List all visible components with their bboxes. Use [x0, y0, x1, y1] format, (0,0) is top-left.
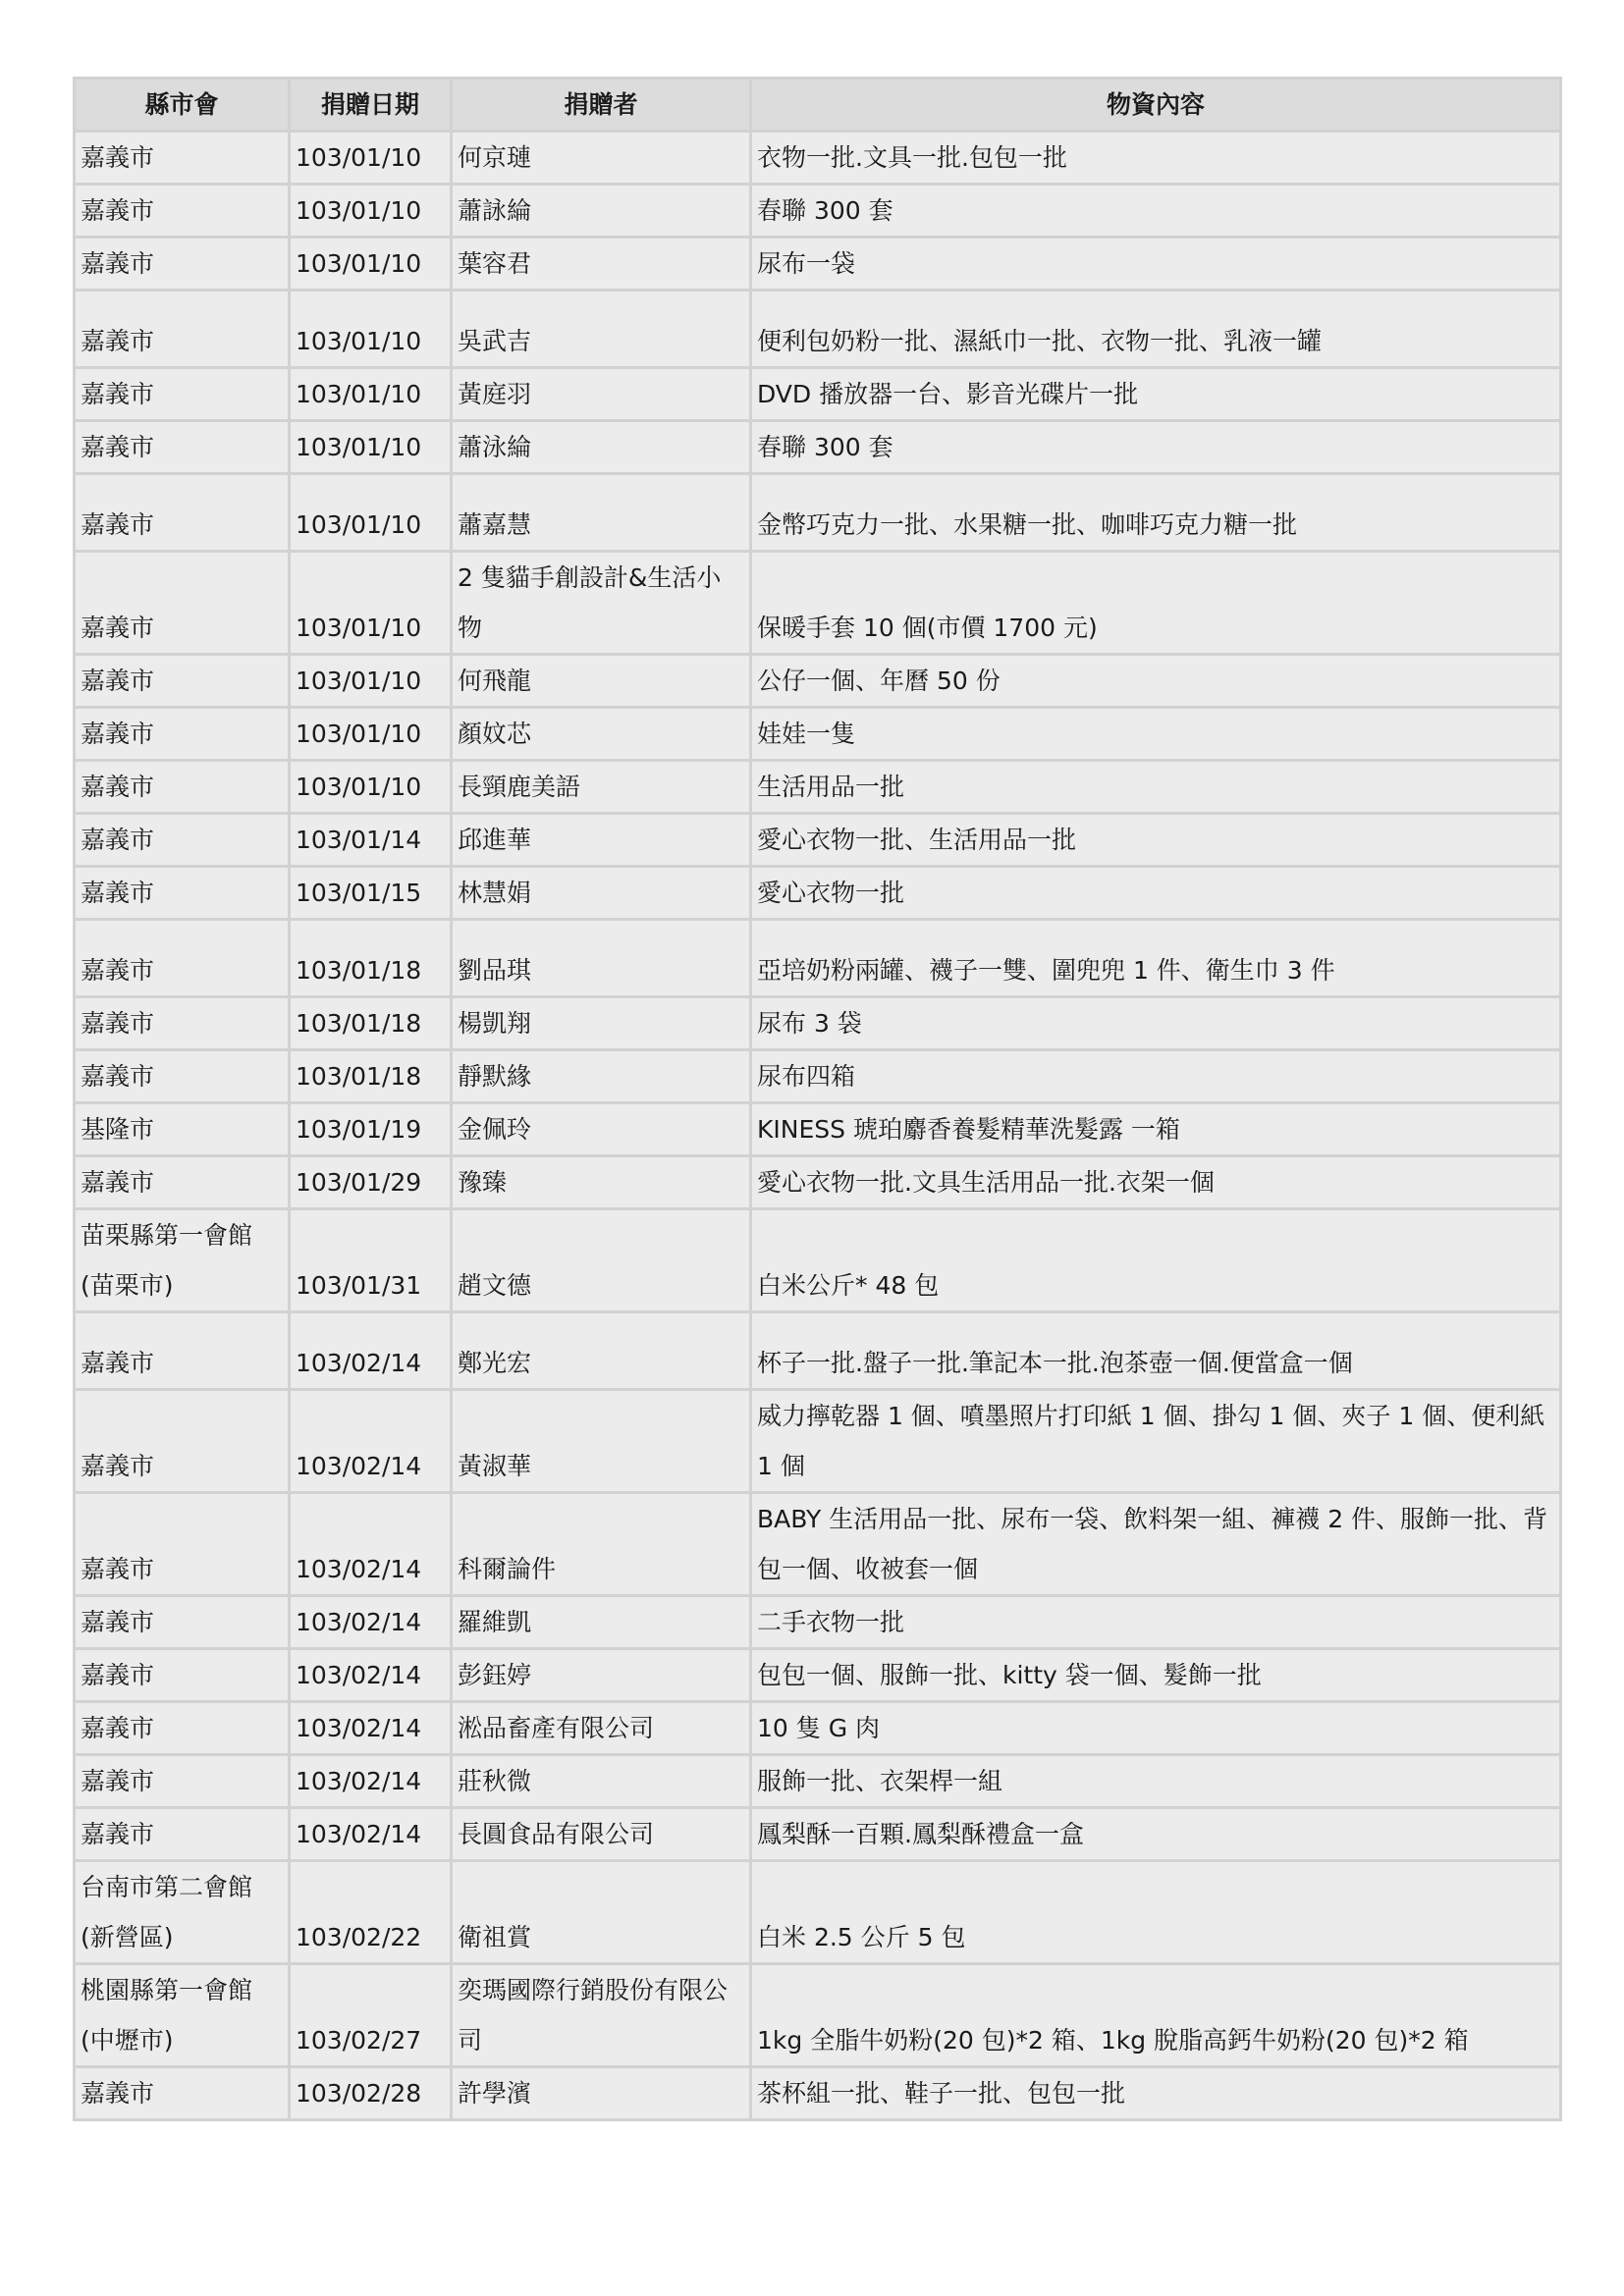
cell-city: 嘉義市 — [76, 998, 288, 1048]
cell-date: 103/01/18 — [291, 921, 450, 995]
cell-city: 嘉義市 — [76, 868, 288, 918]
cell-donor: 趙文德 — [453, 1210, 749, 1310]
cell-date: 103/01/18 — [291, 998, 450, 1048]
cell-date: 103/01/10 — [291, 656, 450, 706]
cell-items: 便利包奶粉一批、濕紙巾一批、衣物一批、乳液一罐 — [752, 292, 1559, 366]
table-row — [76, 1157, 1559, 1207]
cell-items: 公仔一個、年曆 50 份 — [752, 656, 1559, 706]
cell-items: 亞培奶粉兩罐、襪子一雙、圍兜兜 1 件、衛生巾 3 件 — [752, 921, 1559, 995]
table-row — [76, 186, 1559, 236]
cell-city: 嘉義市 — [76, 1650, 288, 1700]
cell-date: 103/01/10 — [291, 239, 450, 289]
table-row — [76, 656, 1559, 706]
cell-items: 服飾一批、衣架桿一組 — [752, 1756, 1559, 1806]
cell-donor: 黃庭羽 — [453, 369, 749, 419]
header-items: 物資內容 — [752, 80, 1559, 130]
cell-donor: 蕭嘉慧 — [453, 475, 749, 550]
cell-city: 嘉義市 — [76, 422, 288, 472]
cell-items: BABY 生活用品一批、尿布一袋、飲料架一組、褲襪 2 件、服飾一批、背包一個、收被套一個 — [752, 1494, 1559, 1594]
cell-donor: 蕭泳綸 — [453, 422, 749, 472]
cell-donor: 長頸鹿美語 — [453, 762, 749, 812]
cell-donor: 衛祖賞 — [453, 1862, 749, 1962]
cell-date: 103/01/10 — [291, 762, 450, 812]
cell-donor: 邱進華 — [453, 815, 749, 865]
cell-items: 愛心衣物一批 — [752, 868, 1559, 918]
cell-city: 嘉義市 — [76, 292, 288, 366]
cell-date: 103/02/14 — [291, 1703, 450, 1753]
cell-date: 103/01/10 — [291, 133, 450, 183]
cell-city: 嘉義市 — [76, 656, 288, 706]
cell-items: 10 隻 G 肉 — [752, 1703, 1559, 1753]
cell-items: 愛心衣物一批、生活用品一批 — [752, 815, 1559, 865]
cell-city: 嘉義市 — [76, 1157, 288, 1207]
table-row — [76, 868, 1559, 918]
cell-items: 威力擰乾器 1 個、噴墨照片打印紙 1 個、掛勾 1 個、夾子 1 個、便利紙 1 個 — [752, 1391, 1559, 1491]
cell-items: 白米 2.5 公斤 5 包 — [752, 1862, 1559, 1962]
cell-city: 基隆市 — [76, 1104, 288, 1154]
header-donor: 捐贈者 — [453, 80, 749, 130]
cell-date: 103/02/14 — [291, 1809, 450, 1859]
cell-date: 103/02/14 — [291, 1597, 450, 1647]
cell-date: 103/02/27 — [291, 1965, 450, 2065]
cell-date: 103/01/19 — [291, 1104, 450, 1154]
table-row — [76, 762, 1559, 812]
cell-items: 娃娃一隻 — [752, 709, 1559, 759]
table-row — [76, 1597, 1559, 1647]
cell-city: 嘉義市 — [76, 1494, 288, 1594]
cell-date: 103/01/10 — [291, 292, 450, 366]
cell-donor: 葉容君 — [453, 239, 749, 289]
table-row — [76, 369, 1559, 419]
cell-city: 嘉義市 — [76, 553, 288, 653]
cell-city: 嘉義市 — [76, 1809, 288, 1859]
cell-items: 白米公斤* 48 包 — [752, 1210, 1559, 1310]
cell-items: 尿布 3 袋 — [752, 998, 1559, 1048]
cell-date: 103/01/10 — [291, 475, 450, 550]
cell-city: 桃園縣第一會館(中壢市) — [76, 1965, 288, 2065]
cell-city: 嘉義市 — [76, 2068, 288, 2118]
cell-date: 103/01/15 — [291, 868, 450, 918]
table-row — [76, 921, 1559, 995]
cell-items: 茶杯組一批、鞋子一批、包包一批 — [752, 2068, 1559, 2118]
cell-date: 103/01/31 — [291, 1210, 450, 1310]
cell-date: 103/02/28 — [291, 2068, 450, 2118]
header-date: 捐贈日期 — [291, 80, 450, 130]
cell-date: 103/01/10 — [291, 709, 450, 759]
cell-city: 台南市第二會館(新營區) — [76, 1862, 288, 1962]
cell-city: 嘉義市 — [76, 1391, 288, 1491]
table-row — [76, 239, 1559, 289]
cell-items: 衣物一批.文具一批.包包一批 — [752, 133, 1559, 183]
cell-date: 103/02/22 — [291, 1862, 450, 1962]
table-row — [76, 1494, 1559, 1594]
table-row — [76, 709, 1559, 759]
cell-city: 苗栗縣第一會館(苗栗市) — [76, 1210, 288, 1310]
cell-date: 103/02/14 — [291, 1494, 450, 1594]
cell-items: 保暖手套 10 個(市價 1700 元) — [752, 553, 1559, 653]
cell-date: 103/01/18 — [291, 1051, 450, 1101]
cell-donor: 吳武吉 — [453, 292, 749, 366]
cell-donor: 何飛龍 — [453, 656, 749, 706]
cell-donor: 許學濱 — [453, 2068, 749, 2118]
cell-items: 春聯 300 套 — [752, 422, 1559, 472]
cell-donor: 楊凱翔 — [453, 998, 749, 1048]
cell-donor: 金佩玲 — [453, 1104, 749, 1154]
cell-date: 103/02/14 — [291, 1391, 450, 1491]
table-row — [76, 133, 1559, 183]
cell-donor: 奕瑪國際行銷股份有限公司 — [453, 1965, 749, 2065]
cell-city: 嘉義市 — [76, 1051, 288, 1101]
table-row — [76, 2068, 1559, 2118]
cell-items: DVD 播放器一台、影音光碟片一批 — [752, 369, 1559, 419]
cell-city: 嘉義市 — [76, 921, 288, 995]
cell-items: 金幣巧克力一批、水果糖一批、咖啡巧克力糖一批 — [752, 475, 1559, 550]
cell-donor: 蕭詠綸 — [453, 186, 749, 236]
table-row — [76, 1862, 1559, 1962]
cell-donor: 羅維凱 — [453, 1597, 749, 1647]
cell-city: 嘉義市 — [76, 1313, 288, 1388]
cell-items: 包包一個、服飾一批、kitty 袋一個、髮飾一批 — [752, 1650, 1559, 1700]
table-row — [76, 422, 1559, 472]
cell-city: 嘉義市 — [76, 475, 288, 550]
cell-donor: 2 隻貓手創設計&生活小物 — [453, 553, 749, 653]
cell-donor: 劉品琪 — [453, 921, 749, 995]
cell-city: 嘉義市 — [76, 186, 288, 236]
cell-donor: 豫臻 — [453, 1157, 749, 1207]
table-row — [76, 553, 1559, 653]
table-row — [76, 475, 1559, 550]
donation-table — [73, 77, 1562, 2121]
cell-donor: 長圓食品有限公司 — [453, 1809, 749, 1859]
cell-date: 103/02/14 — [291, 1756, 450, 1806]
cell-city: 嘉義市 — [76, 762, 288, 812]
cell-items: 春聯 300 套 — [752, 186, 1559, 236]
cell-items: 生活用品一批 — [752, 762, 1559, 812]
cell-date: 103/01/10 — [291, 186, 450, 236]
table-row — [76, 1703, 1559, 1753]
cell-donor: 莊秋微 — [453, 1756, 749, 1806]
table-row — [76, 1313, 1559, 1388]
cell-city: 嘉義市 — [76, 1703, 288, 1753]
cell-donor: 顏妏芯 — [453, 709, 749, 759]
table-row — [76, 1756, 1559, 1806]
cell-city: 嘉義市 — [76, 1597, 288, 1647]
cell-date: 103/02/14 — [291, 1313, 450, 1388]
cell-date: 103/01/29 — [291, 1157, 450, 1207]
cell-items: 愛心衣物一批.文具生活用品一批.衣架一個 — [752, 1157, 1559, 1207]
cell-items: 二手衣物一批 — [752, 1597, 1559, 1647]
cell-date: 103/01/14 — [291, 815, 450, 865]
table-row — [76, 1650, 1559, 1700]
cell-donor: 淞品畜產有限公司 — [453, 1703, 749, 1753]
cell-items: 1kg 全脂牛奶粉(20 包)*2 箱、1kg 脫脂高鈣牛奶粉(20 包)*2 箱 — [752, 1965, 1559, 2065]
table-row — [76, 998, 1559, 1048]
cell-donor: 科爾論件 — [453, 1494, 749, 1594]
cell-date: 103/01/10 — [291, 553, 450, 653]
cell-items: 鳳梨酥一百顆.鳳梨酥禮盒一盒 — [752, 1809, 1559, 1859]
table-row — [76, 1809, 1559, 1859]
cell-date: 103/01/10 — [291, 422, 450, 472]
cell-items: KINESS 琥珀麝香養髮精華洗髮露 一箱 — [752, 1104, 1559, 1154]
cell-donor: 靜默緣 — [453, 1051, 749, 1101]
cell-city: 嘉義市 — [76, 709, 288, 759]
cell-items: 杯子一批.盤子一批.筆記本一批.泡茶壺一個.便當盒一個 — [752, 1313, 1559, 1388]
table-row — [76, 1210, 1559, 1310]
cell-donor: 林慧娟 — [453, 868, 749, 918]
cell-city: 嘉義市 — [76, 133, 288, 183]
table-row — [76, 1104, 1559, 1154]
table-row — [76, 1391, 1559, 1491]
cell-donor: 何京璉 — [453, 133, 749, 183]
header-city: 縣市會 — [76, 80, 288, 130]
cell-donor: 鄭光宏 — [453, 1313, 749, 1388]
cell-items: 尿布一袋 — [752, 239, 1559, 289]
cell-items: 尿布四箱 — [752, 1051, 1559, 1101]
cell-city: 嘉義市 — [76, 815, 288, 865]
cell-donor: 黃淑華 — [453, 1391, 749, 1491]
cell-date: 103/02/14 — [291, 1650, 450, 1700]
cell-date: 103/01/10 — [291, 369, 450, 419]
table-row — [76, 815, 1559, 865]
table-row — [76, 1051, 1559, 1101]
table-row — [76, 1965, 1559, 2065]
cell-city: 嘉義市 — [76, 369, 288, 419]
cell-city: 嘉義市 — [76, 239, 288, 289]
cell-city: 嘉義市 — [76, 1756, 288, 1806]
table-row — [76, 292, 1559, 366]
header-row — [76, 80, 1559, 130]
cell-donor: 彭鈺婷 — [453, 1650, 749, 1700]
